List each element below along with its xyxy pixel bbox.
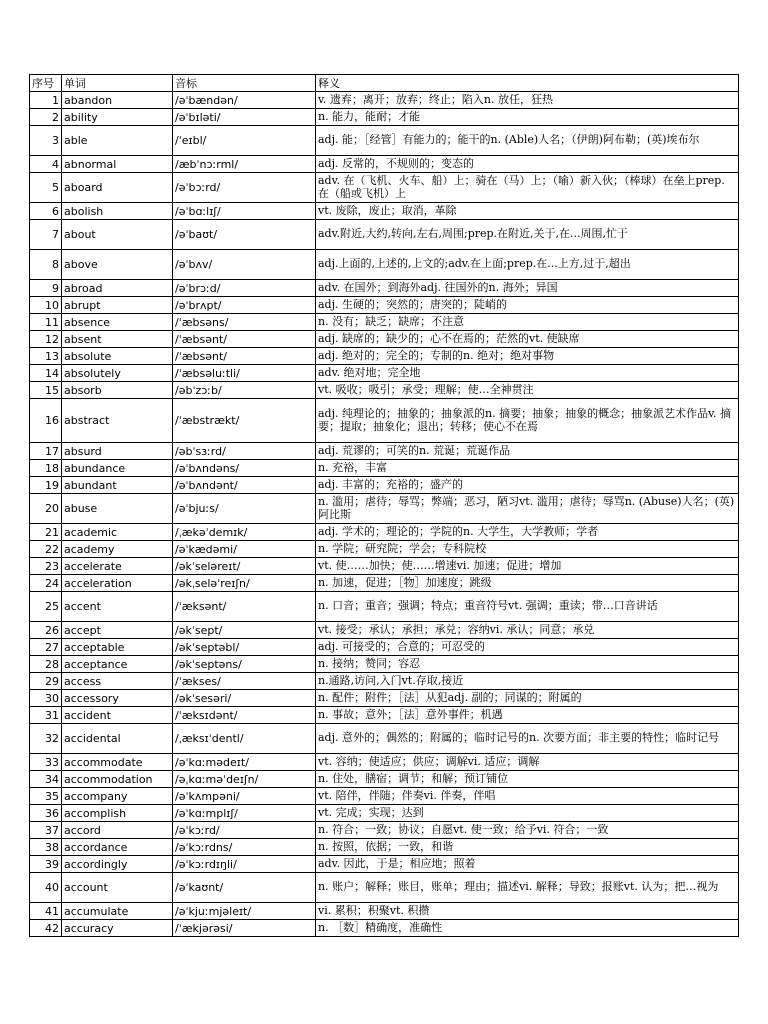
row-phonetic: /ˌækəˈdemɪk/ xyxy=(173,524,316,541)
row-definition: adj. 丰富的；充裕的；盛产的 xyxy=(316,477,739,494)
row-definition: n. 配件；附件；［法］从犯adj. 副的；同谋的；附属的 xyxy=(316,690,739,707)
row-number: 22 xyxy=(30,541,62,558)
table-row xyxy=(30,477,739,494)
row-word: abolish xyxy=(62,203,173,220)
row-number: 8 xyxy=(30,250,62,280)
row-definition: adj. 绝对的；完全的；专制的n. 绝对；绝对事物 xyxy=(316,348,739,365)
row-number: 2 xyxy=(30,109,62,126)
row-definition: vi. 累积；积聚vt. 积攒 xyxy=(316,903,739,920)
row-word: accordance xyxy=(62,839,173,856)
row-word: academic xyxy=(62,524,173,541)
row-number: 30 xyxy=(30,690,62,707)
row-phonetic: /ˈæbsəns/ xyxy=(173,314,316,331)
row-definition: n. 充裕，丰富 xyxy=(316,460,739,477)
row-phonetic: /əˈkɔːrdns/ xyxy=(173,839,316,856)
table-row xyxy=(30,805,739,822)
table-row xyxy=(30,873,739,903)
row-definition: n. 加速，促进；［物］加速度；跳级 xyxy=(316,575,739,592)
row-word: abundance xyxy=(62,460,173,477)
row-word: acceptance xyxy=(62,656,173,673)
row-definition: n. 能力，能耐；才能 xyxy=(316,109,739,126)
row-definition: n. 符合；一致；协议；自愿vt. 使一致；给予vi. 符合；一致 xyxy=(316,822,739,839)
row-definition: adj.上面的,上述的,上文的;adv.在上面;prep.在...上方,过于,超出 xyxy=(316,250,739,280)
row-phonetic: /ˈeɪbl/ xyxy=(173,126,316,156)
row-word: above xyxy=(62,250,173,280)
row-word: accommodation xyxy=(62,771,173,788)
table-row xyxy=(30,856,739,873)
row-phonetic: /əˈkɔːrdɪŋli/ xyxy=(173,856,316,873)
row-phonetic: /ˈæbsənt/ xyxy=(173,348,316,365)
table-row xyxy=(30,754,739,771)
row-phonetic: /ˌæksɪˈdentl/ xyxy=(173,724,316,754)
row-definition: n. 住处，膳宿；调节；和解；预订铺位 xyxy=(316,771,739,788)
row-word: access xyxy=(62,673,173,690)
row-number: 24 xyxy=(30,575,62,592)
row-word: acceleration xyxy=(62,575,173,592)
row-phonetic: /ˈæbsənt/ xyxy=(173,331,316,348)
row-word: accumulate xyxy=(62,903,173,920)
row-number: 40 xyxy=(30,873,62,903)
header-definition: 释义 xyxy=(316,75,739,92)
row-phonetic: /əˈbʌv/ xyxy=(173,250,316,280)
row-number: 12 xyxy=(30,331,62,348)
row-number: 4 xyxy=(30,156,62,173)
row-phonetic: /əˈbrɔːd/ xyxy=(173,280,316,297)
row-phonetic: /ˈæksɪdənt/ xyxy=(173,707,316,724)
table-row xyxy=(30,399,739,443)
row-word: absence xyxy=(62,314,173,331)
row-phonetic: /ˈækses/ xyxy=(173,673,316,690)
row-number: 3 xyxy=(30,126,62,156)
row-word: absolutely xyxy=(62,365,173,382)
row-word: account xyxy=(62,873,173,903)
row-word: accomplish xyxy=(62,805,173,822)
row-number: 5 xyxy=(30,173,62,203)
row-phonetic: /əkˈseptəbl/ xyxy=(173,639,316,656)
row-number: 33 xyxy=(30,754,62,771)
row-number: 27 xyxy=(30,639,62,656)
row-phonetic: /æbˈnɔːrml/ xyxy=(173,156,316,173)
row-definition: adj. 生硬的；突然的；唐突的；陡峭的 xyxy=(316,297,739,314)
row-word: able xyxy=(62,126,173,156)
row-phonetic: /əˈkjuːmjəleɪt/ xyxy=(173,903,316,920)
row-number: 28 xyxy=(30,656,62,673)
row-phonetic: /əˈbɪləti/ xyxy=(173,109,316,126)
table-row xyxy=(30,348,739,365)
row-definition: adv. 因此，于是；相应地；照着 xyxy=(316,856,739,873)
row-definition: n. 没有；缺乏；缺席；不注意 xyxy=(316,314,739,331)
row-word: absent xyxy=(62,331,173,348)
row-definition: n.通路,访问,入门vt.存取,接近 xyxy=(316,673,739,690)
row-phonetic: /əˈkɑːmplɪʃ/ xyxy=(173,805,316,822)
row-phonetic: /əˈbɑːlɪʃ/ xyxy=(173,203,316,220)
table-row xyxy=(30,314,739,331)
table-row xyxy=(30,788,739,805)
row-definition: adv. 在（飞机、火车、船）上；骑在（马）上；（喻）新入伙；（棒球）在垒上prep. 在（船或飞机）上 xyxy=(316,173,739,203)
row-definition: n. 学院；研究院；学会；专科院校 xyxy=(316,541,739,558)
row-number: 29 xyxy=(30,673,62,690)
row-word: abnormal xyxy=(62,156,173,173)
row-definition: vt. 容纳；使适应；供应；调解vi. 适应；调解 xyxy=(316,754,739,771)
row-word: academy xyxy=(62,541,173,558)
row-definition: n. 口音；重音；强调；特点；重音符号vt. 强调；重读；带…口音讲话 xyxy=(316,592,739,622)
row-word: accord xyxy=(62,822,173,839)
row-number: 31 xyxy=(30,707,62,724)
header-word: 单词 xyxy=(62,75,173,92)
table-row xyxy=(30,656,739,673)
row-phonetic: /əˈbaʊt/ xyxy=(173,220,316,250)
row-phonetic: /əˈbændən/ xyxy=(173,92,316,109)
row-definition: adj. 能；［经管］有能力的；能干的n. (Able)人名；（伊朗)阿布勒；(英)埃布尔 xyxy=(316,126,739,156)
row-definition: n. 按照，依据；一致，和谐 xyxy=(316,839,739,856)
row-word: accident xyxy=(62,707,173,724)
row-word: accommodate xyxy=(62,754,173,771)
table-row xyxy=(30,920,739,937)
row-definition: vt. 陪伴，伴随；伴奏vi. 伴奏，伴唱 xyxy=(316,788,739,805)
row-phonetic: /əˈkɔːrd/ xyxy=(173,822,316,839)
row-definition: adj. 可接受的；合意的；可忍受的 xyxy=(316,639,739,656)
row-word: abandon xyxy=(62,92,173,109)
header-num: 序号 xyxy=(30,75,62,92)
table-row xyxy=(30,622,739,639)
row-word: ability xyxy=(62,109,173,126)
table-row xyxy=(30,575,739,592)
row-number: 20 xyxy=(30,494,62,524)
row-number: 34 xyxy=(30,771,62,788)
table-row xyxy=(30,592,739,622)
table-row xyxy=(30,173,739,203)
row-word: accent xyxy=(62,592,173,622)
row-phonetic: /ˈækjərəsi/ xyxy=(173,920,316,937)
row-phonetic: /əˈkaʊnt/ xyxy=(173,873,316,903)
row-word: about xyxy=(62,220,173,250)
row-word: accompany xyxy=(62,788,173,805)
row-number: 18 xyxy=(30,460,62,477)
header-row xyxy=(30,75,739,92)
table-row xyxy=(30,839,739,856)
table-row xyxy=(30,903,739,920)
row-definition: n. ［数］精确度，准确性 xyxy=(316,920,739,937)
table-row xyxy=(30,724,739,754)
row-phonetic: /əkˈseləreɪt/ xyxy=(173,558,316,575)
row-number: 11 xyxy=(30,314,62,331)
row-phonetic: /əˈbjuːs/ xyxy=(173,494,316,524)
table-row xyxy=(30,524,739,541)
row-number: 37 xyxy=(30,822,62,839)
table-row xyxy=(30,639,739,656)
row-phonetic: /ˈæbstrækt/ xyxy=(173,399,316,443)
row-word: aboard xyxy=(62,173,173,203)
row-phonetic: /əkˈsept/ xyxy=(173,622,316,639)
table-row xyxy=(30,365,739,382)
row-definition: n. 账户；解释；账目，账单；理由；描述vi. 解释；导致；报账vt. 认为；把…视为 xyxy=(316,873,739,903)
row-number: 42 xyxy=(30,920,62,937)
row-number: 39 xyxy=(30,856,62,873)
table-row xyxy=(30,707,739,724)
table-row xyxy=(30,541,739,558)
row-word: accept xyxy=(62,622,173,639)
row-phonetic: /əbˈsɜːrd/ xyxy=(173,443,316,460)
row-word: accuracy xyxy=(62,920,173,937)
row-phonetic: /əkˈsesəri/ xyxy=(173,690,316,707)
row-number: 36 xyxy=(30,805,62,822)
row-number: 32 xyxy=(30,724,62,754)
row-word: absolute xyxy=(62,348,173,365)
row-phonetic: /əbˈzɔːb/ xyxy=(173,382,316,399)
vocabulary-table xyxy=(29,74,739,937)
row-definition: vt. 接受；承认；承担；承兑；容纳vi. 承认；同意；承兑 xyxy=(316,622,739,639)
row-phonetic: /əˈbʌndəns/ xyxy=(173,460,316,477)
row-phonetic: /əˈkædəmi/ xyxy=(173,541,316,558)
row-number: 1 xyxy=(30,92,62,109)
row-phonetic: /əˈbrʌpt/ xyxy=(173,297,316,314)
row-definition: v. 遗弃；离开；放弃；终止；陷入n. 放任，狂热 xyxy=(316,92,739,109)
row-definition: adj. 缺席的；缺少的；心不在焉的；茫然的vt. 使缺席 xyxy=(316,331,739,348)
table-row xyxy=(30,690,739,707)
row-number: 7 xyxy=(30,220,62,250)
row-definition: n. 事故；意外；［法］意外事件；机遇 xyxy=(316,707,739,724)
row-phonetic: /ˈæksənt/ xyxy=(173,592,316,622)
row-number: 9 xyxy=(30,280,62,297)
row-number: 38 xyxy=(30,839,62,856)
row-number: 19 xyxy=(30,477,62,494)
table-row xyxy=(30,250,739,280)
table-row xyxy=(30,494,739,524)
row-definition: adj. 学术的；理论的；学院的n. 大学生，大学教师；学者 xyxy=(316,524,739,541)
row-number: 25 xyxy=(30,592,62,622)
table-row xyxy=(30,673,739,690)
row-word: abundant xyxy=(62,477,173,494)
row-phonetic: /əkˈseptəns/ xyxy=(173,656,316,673)
row-number: 10 xyxy=(30,297,62,314)
row-word: accelerate xyxy=(62,558,173,575)
row-word: absorb xyxy=(62,382,173,399)
row-word: absurd xyxy=(62,443,173,460)
table-row xyxy=(30,331,739,348)
table-row xyxy=(30,460,739,477)
table-row xyxy=(30,92,739,109)
row-number: 26 xyxy=(30,622,62,639)
row-phonetic: /əkˌseləˈreɪʃn/ xyxy=(173,575,316,592)
row-number: 14 xyxy=(30,365,62,382)
row-definition: vt. 使……加快；使……增速vi. 加速；促进；增加 xyxy=(316,558,739,575)
row-definition: vt. 吸收；吸引；承受；理解；使…全神贯注 xyxy=(316,382,739,399)
row-definition: vt. 废除，废止；取消，革除 xyxy=(316,203,739,220)
row-definition: n. 接纳；赞同；容忍 xyxy=(316,656,739,673)
row-number: 23 xyxy=(30,558,62,575)
row-definition: n. 滥用；虐待；辱骂；弊端；恶习，陋习vt. 滥用；虐待；辱骂n. (Abuse)人名；(英)阿比斯 xyxy=(316,494,739,524)
table-row xyxy=(30,822,739,839)
row-phonetic: /ˈæbsəluːtli/ xyxy=(173,365,316,382)
row-word: abstract xyxy=(62,399,173,443)
row-definition: adj. 纯理论的；抽象的；抽象派的n. 摘要；抽象；抽象的概念；抽象派艺术作品v. 摘要；提取；抽象化；退出；转移；使心不在焉 xyxy=(316,399,739,443)
table-row xyxy=(30,297,739,314)
row-phonetic: /əˈbʌndənt/ xyxy=(173,477,316,494)
table-row xyxy=(30,109,739,126)
row-number: 13 xyxy=(30,348,62,365)
table-row xyxy=(30,443,739,460)
row-number: 16 xyxy=(30,399,62,443)
row-definition: adv.附近,大约,转向,左右,周围;prep.在附近,关于,在...周围,忙于 xyxy=(316,220,739,250)
row-number: 35 xyxy=(30,788,62,805)
table-row xyxy=(30,558,739,575)
table-row xyxy=(30,203,739,220)
row-word: acceptable xyxy=(62,639,173,656)
row-definition: vt. 完成；实现；达到 xyxy=(316,805,739,822)
row-word: accidental xyxy=(62,724,173,754)
table-row xyxy=(30,156,739,173)
row-definition: adj. 反常的，不规则的；变态的 xyxy=(316,156,739,173)
row-phonetic: /əˌkɑːməˈdeɪʃn/ xyxy=(173,771,316,788)
table-row xyxy=(30,280,739,297)
row-word: accordingly xyxy=(62,856,173,873)
table-row xyxy=(30,220,739,250)
table-row xyxy=(30,382,739,399)
row-definition: adv. 在国外；到海外adj. 往国外的n. 海外；异国 xyxy=(316,280,739,297)
row-number: 6 xyxy=(30,203,62,220)
row-phonetic: /əˈkɑːmədeɪt/ xyxy=(173,754,316,771)
row-word: abrupt xyxy=(62,297,173,314)
row-number: 41 xyxy=(30,903,62,920)
row-number: 21 xyxy=(30,524,62,541)
row-phonetic: /əˈbɔːrd/ xyxy=(173,173,316,203)
row-definition: adv. 绝对地；完全地 xyxy=(316,365,739,382)
row-number: 17 xyxy=(30,443,62,460)
row-word: accessory xyxy=(62,690,173,707)
row-word: abuse xyxy=(62,494,173,524)
header-phonetic: 音标 xyxy=(173,75,316,92)
row-word: abroad xyxy=(62,280,173,297)
row-phonetic: /əˈkʌmpəni/ xyxy=(173,788,316,805)
row-definition: adj. 意外的；偶然的；附属的；临时记号的n. 次要方面；非主要的特性；临时记号 xyxy=(316,724,739,754)
table-row xyxy=(30,771,739,788)
row-definition: adj. 荒谬的；可笑的n. 荒诞；荒诞作品 xyxy=(316,443,739,460)
table-row xyxy=(30,126,739,156)
row-number: 15 xyxy=(30,382,62,399)
